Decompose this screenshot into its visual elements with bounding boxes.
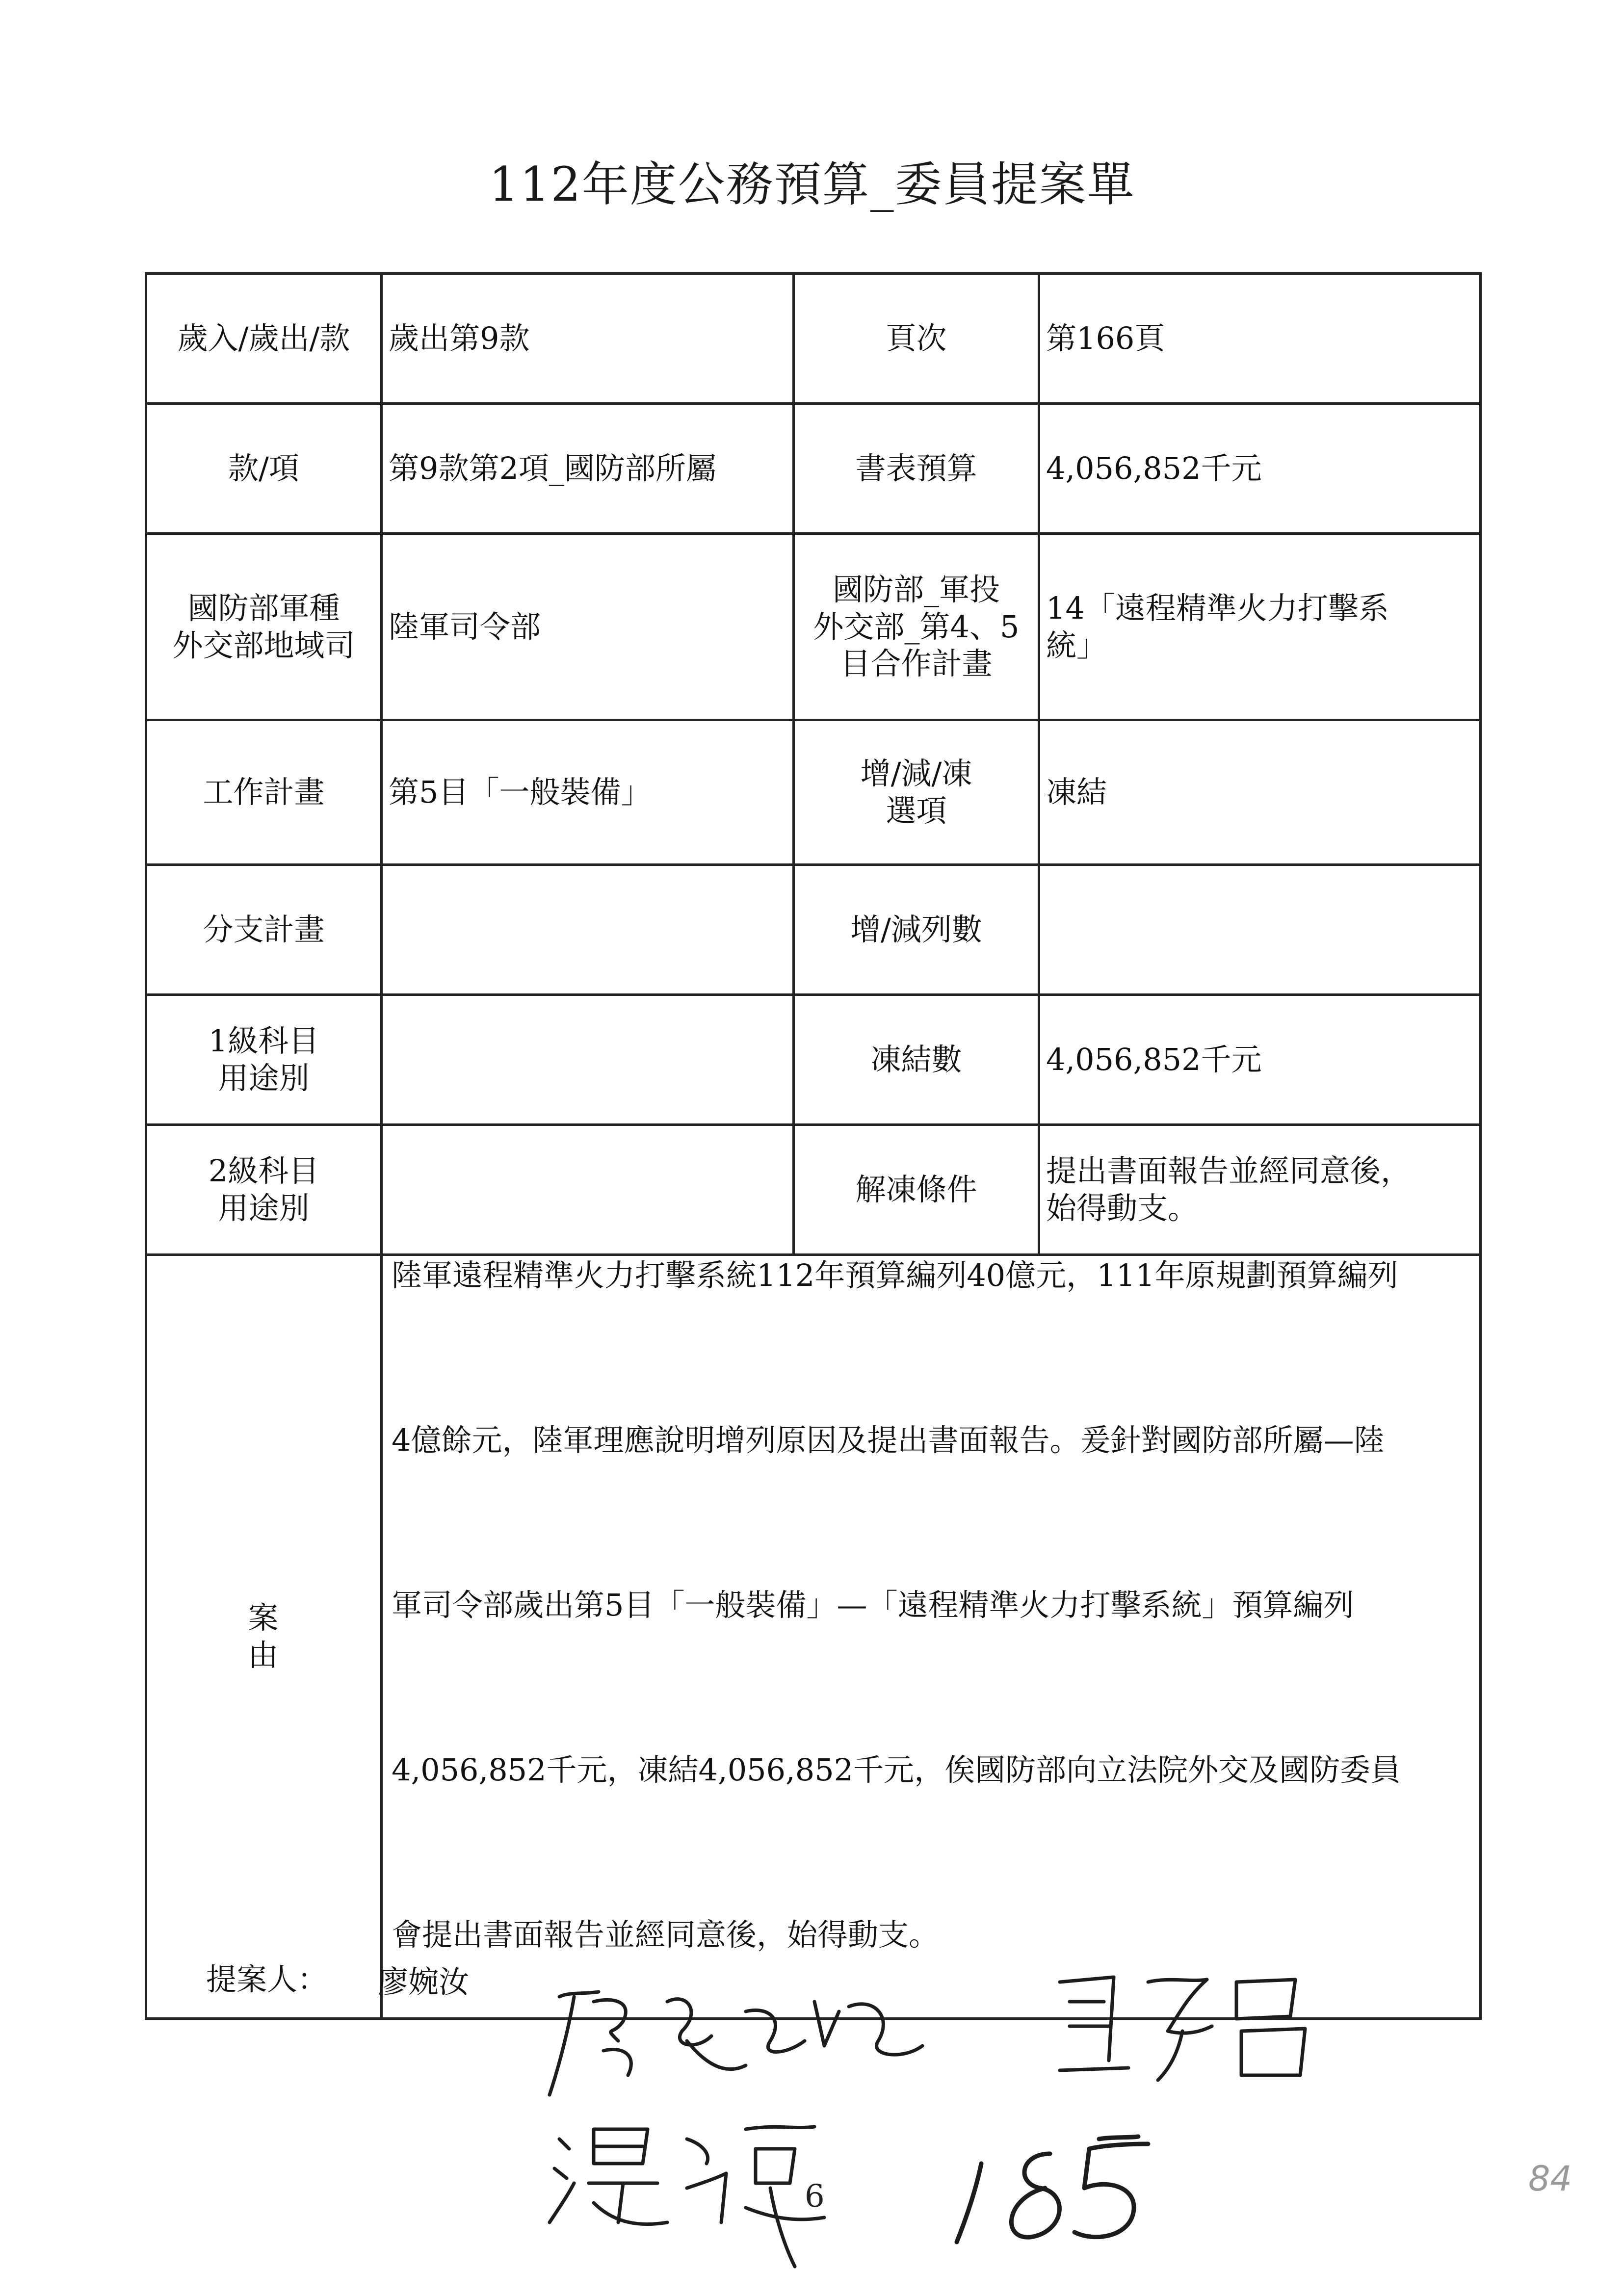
row-label: 1級科目 用途別: [146, 995, 382, 1125]
reason-line: 會提出書面報告並經同意後，始得動支。: [392, 1917, 940, 1953]
signature-1: [540, 1982, 932, 2105]
row-label: 增/減列數: [794, 865, 1039, 995]
form-row: [146, 1125, 1481, 1255]
row-label: 書表預算: [794, 404, 1039, 534]
row-value: 凍結: [1039, 720, 1481, 865]
row-label: 增/減/凍 選項: [794, 720, 1039, 865]
page-number: 6: [805, 2178, 825, 2215]
row-value: 4,056,852千元: [1039, 995, 1481, 1125]
row-label: 國防部軍種 外交部地域司: [146, 534, 382, 720]
row-value: 第9款第2項_國防部所屬: [382, 404, 794, 534]
row-value: 第166頁: [1039, 274, 1481, 404]
reason-text: [382, 1255, 1481, 2019]
proposal-form-table: [145, 272, 1482, 2020]
row-value: [382, 1125, 794, 1255]
row-label: 國防部_軍投 外交部_第4、5 目合作計畫: [794, 534, 1039, 720]
signature-3: [540, 2110, 913, 2276]
row-value: 14「遠程精準火力打擊系 統」: [1039, 534, 1481, 720]
form-row: [146, 404, 1481, 534]
form-row: [146, 865, 1481, 995]
form-row: [146, 720, 1481, 865]
signature-2: [1040, 1962, 1344, 2090]
row-value: [1039, 865, 1481, 995]
proposer-label: 提案人：: [206, 1961, 328, 1997]
reason-line: 4億餘元，陸軍理應說明增列原因及提出書面報告。爰針對國防部所屬—陸: [392, 1422, 1385, 1458]
row-value: 提出書面報告並經同意後， 始得動支。: [1039, 1125, 1481, 1255]
reason-label: 案由: [146, 1255, 382, 2019]
row-label: 解凍條件: [794, 1125, 1039, 1255]
reason-lines: [392, 1255, 1473, 2018]
row-label: 凍結數: [794, 995, 1039, 1125]
form-row: [146, 534, 1481, 720]
form-row: [146, 995, 1481, 1125]
stamp-number: 84: [1528, 2159, 1572, 2199]
reason-line: 軍司令部歲出第5目「一般裝備」—「遠程精準火力打擊系統」預算編列: [392, 1587, 1354, 1623]
reason-line: 陸軍遠程精準火力打擊系統112年預算編列40億元，111年原規劃預算編列: [392, 1257, 1398, 1293]
row-value: 4,056,852千元: [1039, 404, 1481, 534]
form-row: [146, 274, 1481, 404]
row-label: 款/項: [146, 404, 382, 534]
proposer-name: 廖婉汝: [378, 1964, 470, 2000]
row-label: 歲入/歲出/款: [146, 274, 382, 404]
page-title: 112年度公務預算_委員提案單: [489, 157, 1135, 212]
row-label: 分支計畫: [146, 865, 382, 995]
row-value: 陸軍司令部: [382, 534, 794, 720]
reason-row: [146, 1255, 1481, 2019]
row-label: 頁次: [794, 274, 1039, 404]
row-value: [382, 865, 794, 995]
row-value: [382, 995, 794, 1125]
row-value: 歲出第9款: [382, 274, 794, 404]
row-label: 2級科目 用途別: [146, 1125, 382, 1255]
signature-4: [952, 2134, 1178, 2247]
row-value: 第5目「一般裝備」: [382, 720, 794, 865]
reason-line: 4,056,852千元，凍結4,056,852千元，俟國防部向立法院外交及國防委員: [392, 1752, 1401, 1788]
row-label: 工作計畫: [146, 720, 382, 865]
